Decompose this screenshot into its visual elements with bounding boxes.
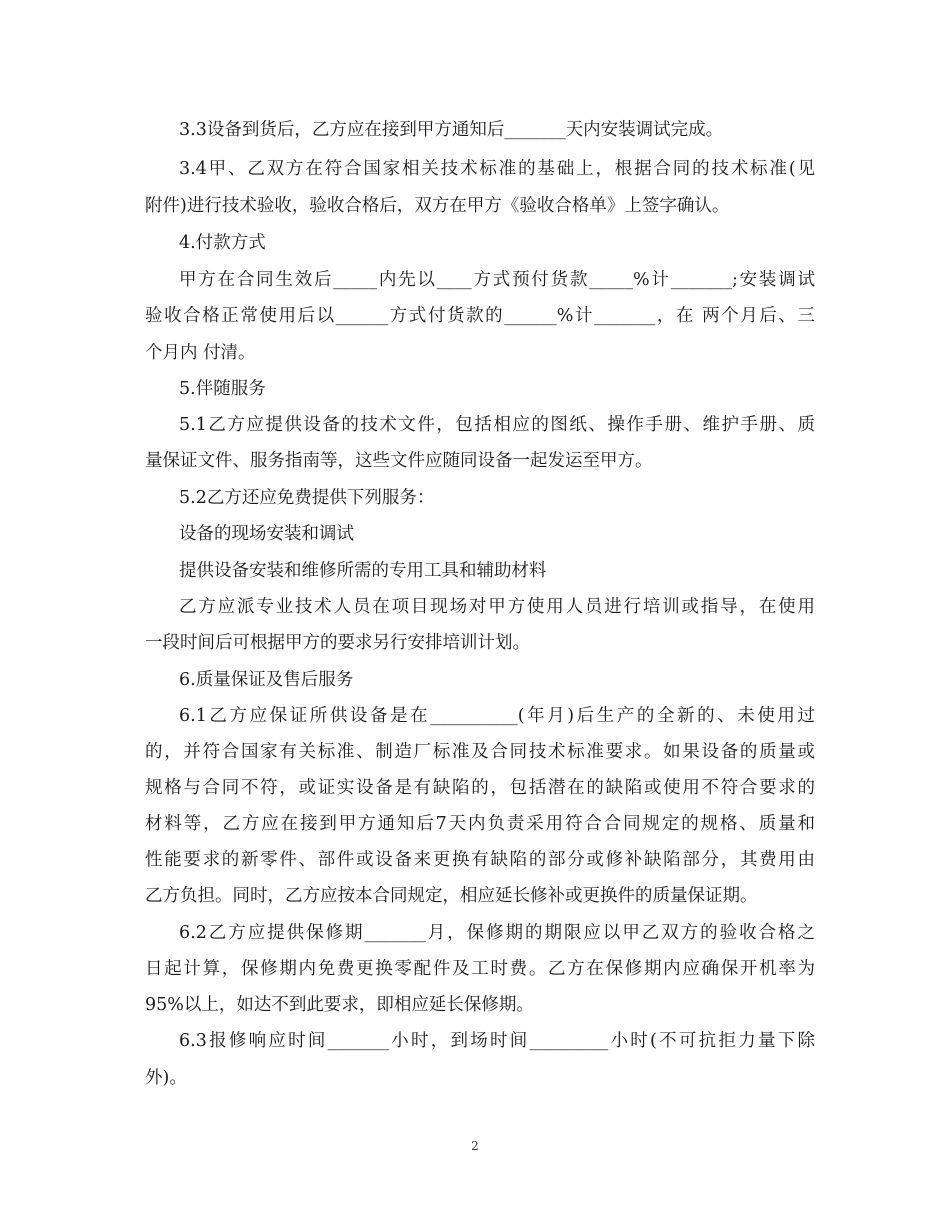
paragraph-6-1-line-2: 的，并符合国家有关标准、制造厂标准及合同技术标准要求。如果设备的质量或: [145, 742, 815, 762]
paragraph-6-2-line-2: 日起计算，保修期内免费更换零配件及工时费。乙方在保修期内应确保开机率为: [145, 959, 815, 979]
paragraph-6-1-line-5: 性能要求的新零件、部件或设备来更换有缺陷的部分或修补缺陷部分，其费用由: [145, 850, 815, 870]
payment-paragraph-line-3: 个月内 付清。: [145, 343, 256, 363]
paragraph-6-1-line-1: 6.1乙方应保证所供设备是在__________(年月)后生产的全新的、未使用过: [179, 706, 815, 726]
paragraph-3-3: 3.3设备到货后，乙方应在接到甲方通知后_______天内安装调试完成。: [179, 120, 724, 140]
paragraph-3-4-line-2: 附件)进行技术验收，验收合格后，双方在甲方《验收合格单》上签字确认。: [145, 196, 730, 216]
paragraph-6-3-line-2: 外)。: [145, 1068, 187, 1088]
payment-paragraph-line-1: 甲方在合同生效后_____内先以____方式预付货款_____%计_______;安装调试: [179, 270, 815, 290]
heading-quality-after-sales: 6.质量保证及售后服务: [179, 670, 354, 690]
paragraph-5-1-line-1: 5.1乙方应提供设备的技术文件，包括相应的图纸、操作手册、维护手册、质: [179, 415, 815, 435]
service-item-tools: 提供设备安装和维修所需的专用工具和辅助材料: [179, 561, 547, 581]
paragraph-5-2: 5.2乙方还应免费提供下列服务：: [179, 488, 435, 508]
heading-accompanying-services: 5.伴随服务: [179, 379, 266, 399]
training-paragraph-line-1: 乙方应派专业技术人员在项目现场对甲方使用人员进行培训或指导，在使用: [179, 597, 815, 617]
paragraph-6-1-line-6: 乙方负担。同时，乙方应按本合同规定，相应延长修补或更换件的质量保证期。: [145, 886, 758, 906]
paragraph-3-4-line-1: 3.4甲、乙双方在符合国家相关技术标准的基础上，根据合同的技术标准(见: [179, 159, 815, 179]
training-paragraph-line-2: 一段时间后可根据甲方的要求另行安排培训计划。: [145, 633, 530, 653]
paragraph-6-1-line-4: 材料等，乙方应在接到甲方通知后7天内负责采用符合合同规定的规格、质量和: [145, 814, 815, 834]
paragraph-5-1-line-2: 量保证文件、服务指南等，这些文件应随同设备一起发运至甲方。: [145, 451, 653, 471]
paragraph-6-3-line-1: 6.3报修响应时间_______小时，到场时间_________小时(不可抗拒力量下除: [179, 1031, 815, 1051]
paragraph-6-2-line-1: 6.2乙方应提供保修期_______月，保修期的期限应以甲乙双方的验收合格之: [179, 923, 815, 943]
paragraph-6-1-line-3: 规格与合同不符，或证实设备是有缺陷的，包括潜在的缺陷或使用不符合要求的: [145, 778, 815, 798]
heading-payment-method: 4.付款方式: [179, 233, 266, 253]
paragraph-6-2-line-3: 95%以上，如达不到此要求，即相应延长保修期。: [145, 995, 534, 1015]
payment-paragraph-line-2: 验收合格正常使用后以______方式付货款的______%计_______，在 两个月后、三: [145, 306, 815, 326]
service-item-installation: 设备的现场安装和调试: [179, 524, 354, 544]
page-number: 2: [471, 1139, 479, 1153]
